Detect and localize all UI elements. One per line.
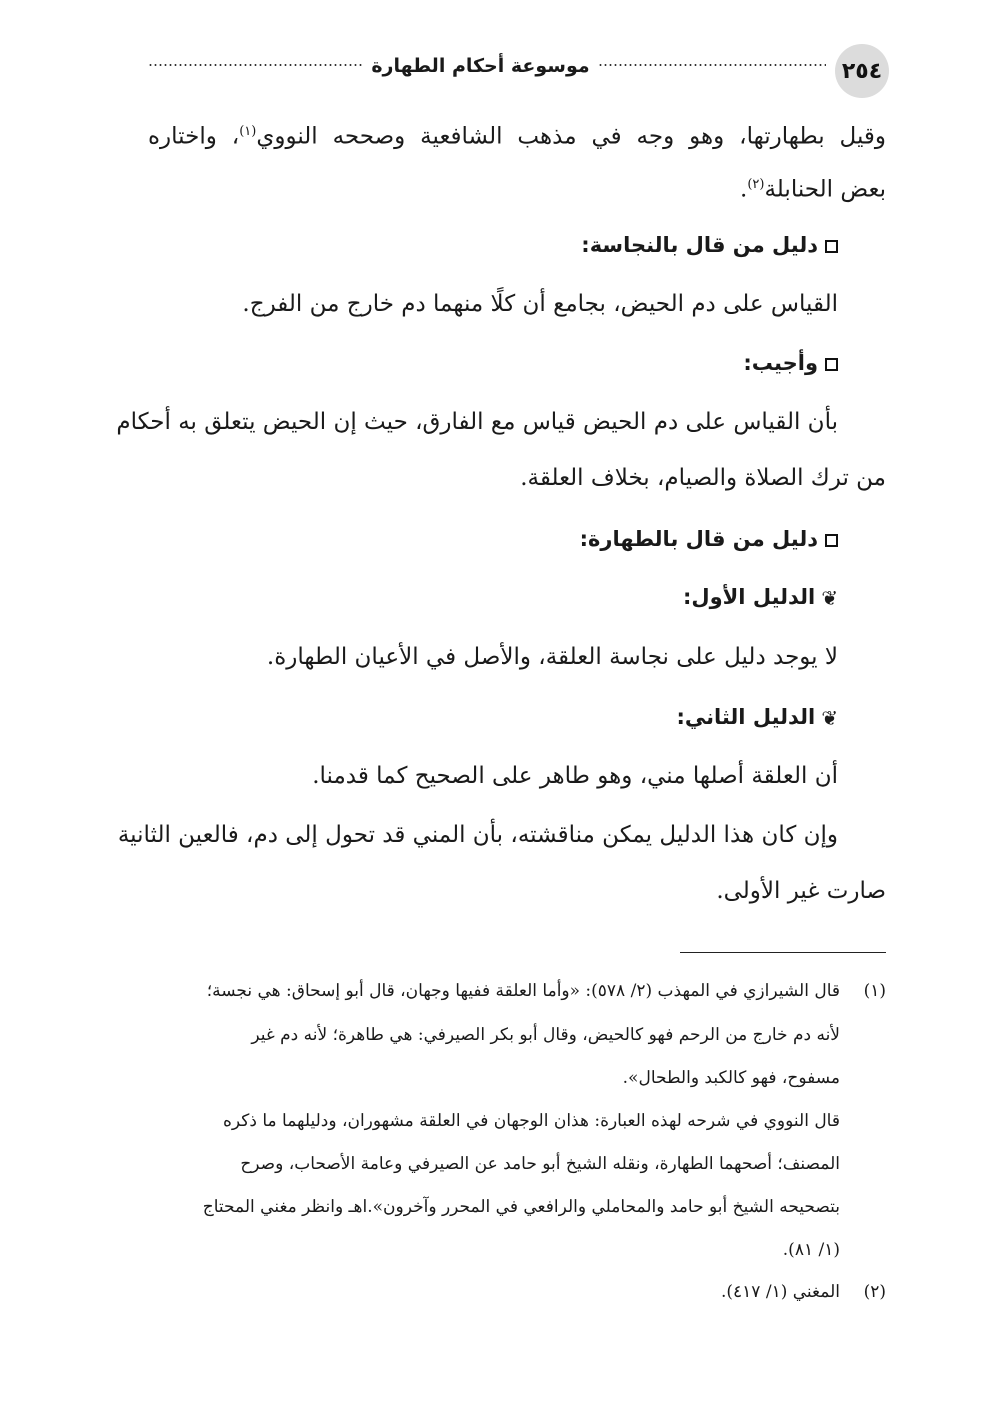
header-dotted-leader-left [148,64,363,66]
section-heading: وأجيب: [148,346,838,380]
subsection-heading: ❦الدليل الثاني: [148,700,838,735]
body-line: بعض الحنابلة$^{(٢)}$. [740,176,886,203]
body-line: القياس على دم الحيض، بجامع أن كلًا منهما دم خارج من الفرج. [242,291,838,317]
footnote-ref[interactable]: (٢) [747,177,765,192]
body-line: من ترك الصلاة والصيام، بخلاف العلقة. [520,465,886,491]
page-number: ٢٥٤ [841,58,883,84]
body-line: وإن كان هذا الدليل يمكن مناقشته، بأن المني قد تحول إلى دم، فالعين الثانية [117,822,838,848]
footnote-separator [680,952,886,953]
page-number-badge [835,44,889,98]
footnote-number: (١) [863,981,886,1001]
leaf-flourish-icon: ❦ [821,586,838,610]
checkbox-square-icon [825,534,838,547]
header-dotted-leader-right [598,64,826,66]
body-line: بأن القياس على دم الحيض قياس مع الفارق، حيث إن الحيض يتعلق به أحكام [116,409,838,435]
body-line: وقيل بطهارتها، وهو وجه في مذهب الشافعية وصححه النووي$^{(١)}$، واختاره [148,123,886,150]
checkbox-square-icon [825,358,838,371]
section-heading: دليل من قال بالطهارة: [148,522,838,556]
subsection-heading: ❦الدليل الأول: [148,580,838,615]
body-line: أن العلقة أصلها مني، وهو طاهر على الصحيح كما قدمنا. [312,763,838,789]
running-title: موسوعة أحكام الطهارة [371,55,590,77]
book-page: ٢٥٤ موسوعة أحكام الطهارة وقيل بطهارتها، وهو وجه في مذهب الشافعية وصححه النووي$^{(١)}$، واختاره بعض الحنابلة$^{(٢)}$. دليل من قال بالنجاسة: القياس على دم الحيض، بجامع أن كلًا منهما دم خارج من الفرج. وأجيب: بأن القياس على دم الحيض قياس مع الفارق، حيث إن الحيض يتعلق به أحكام من ترك الصلاة والصيام، بخلاف العلقة. دليل من قال بالطهارة: ❦الدليل الأول: لا يوجد دليل على نجاسة العلقة، والأصل في الأعيان الطهارة. ❦الدليل الثاني: أن العلقة أصلها مني، وهو طاهر على الصحيح كما قدمنا. وإن كان هذا الدليل يمكن مناقشته، بأن المني قد تحول إلى دم، فالعين الثانية صارت غير الأولى. (١) قال الشيرازي في المهذب (٢/ ٥٧٨): «وأما العلقة ففيها وجهان، قال أبو إسحاق: هي نجسة؛ لأنه دم خارج من الرحم فهو كالحيض، وقال أبو بكر الصيرفي: هي طاهرة؛ لأنه دم غير مسفوح، فهو كالكبد والطحال». قال النووي في شرحه لهذه العبارة: هذان الوجهان في العلقة مشهوران، ودليلهما ما ذكره المصنف؛ أصحهما الطهارة، ونقله الشيخ أبو حامد عن الصيرفي وعامة الأصحاب، وصرح بتصحيحه الشيخ أبو حامد والمحاملي والرافعي في المحرر وآخرون».اهـ وانظر مغني المحتاج (١/ ٨١). (٢) المغني (١/ ٤١٧). [0,0,1004,1417]
leaf-flourish-icon: ❦ [821,706,838,730]
body-line: صارت غير الأولى. [716,878,886,904]
footnote-ref[interactable]: (١) [239,124,257,139]
section-heading: دليل من قال بالنجاسة: [148,228,838,262]
checkbox-square-icon [825,240,838,253]
footnote-number: (٢) [863,1282,886,1302]
body-line: لا يوجد دليل على نجاسة العلقة، والأصل في الأعيان الطهارة. [266,644,838,670]
